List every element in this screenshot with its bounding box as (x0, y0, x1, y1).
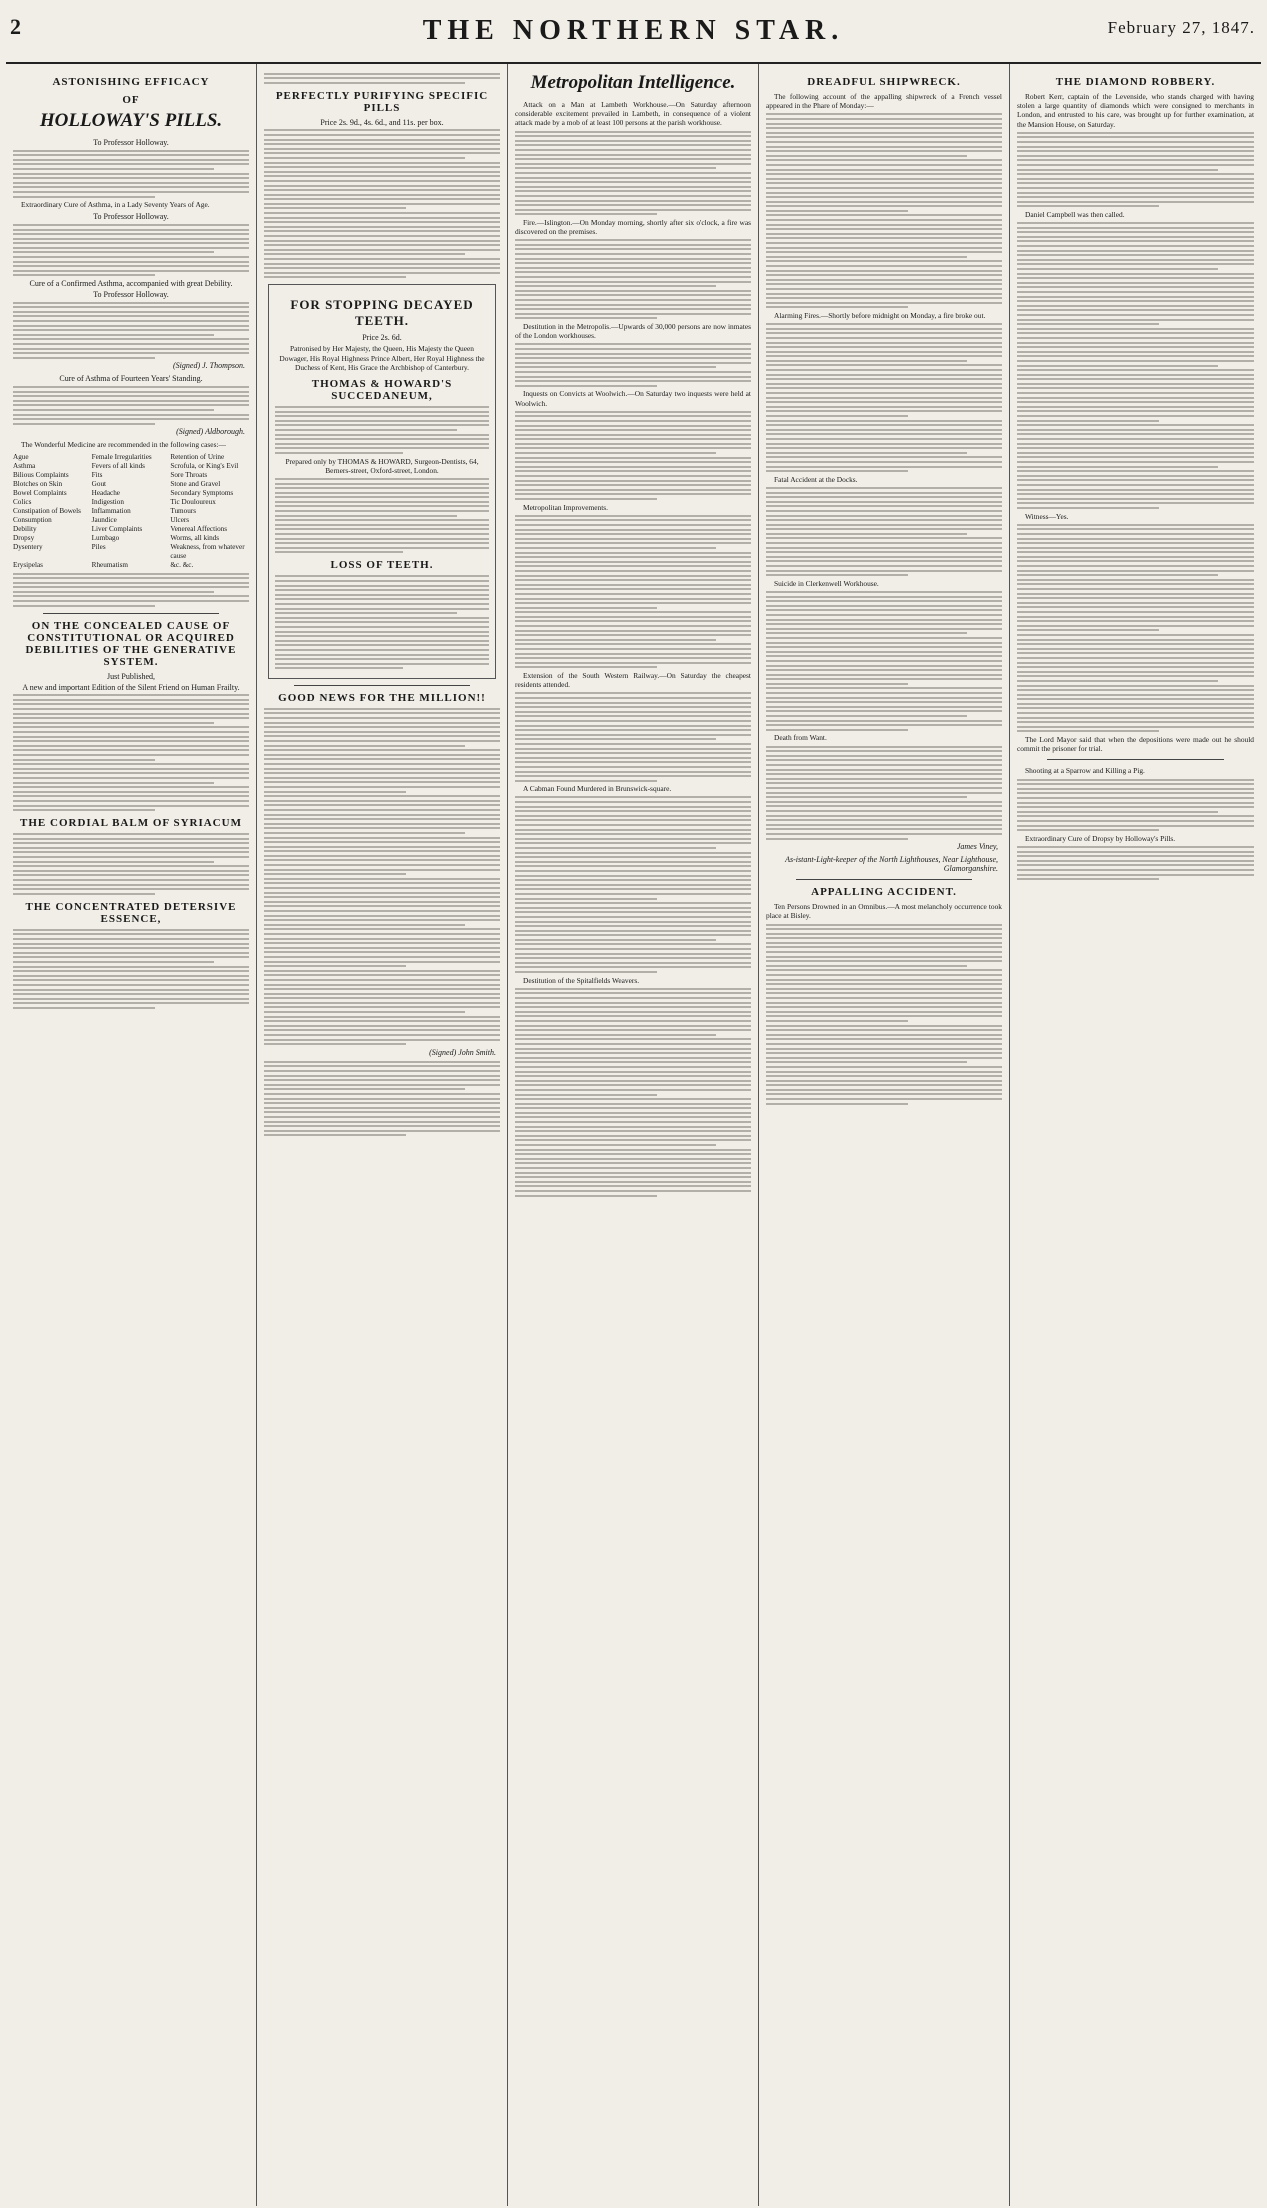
subhead-cure-asthma: Cure of a Confirmed Asthma, accompanied with great Debility. (29, 279, 233, 289)
article-docks: Fatal Accident at the Docks. (774, 474, 858, 484)
table-cell: Stone and Gravel (170, 479, 221, 488)
table-cell: Weakness, from whatever cause (170, 542, 245, 560)
table-cell: Tumours (170, 506, 197, 515)
article-destitution: Destitution in the Metropolis.—Upwards of 30,000 persons are now inmates of the London workhouses. (515, 321, 751, 341)
headline-appalling: APPALLING ACCIDENT. (811, 886, 957, 899)
text-prepared-by: Prepared only by THOMAS & HOWARD, Surgeon-Dentists, 64, Berners-street, Oxford-street, London. (285, 456, 479, 475)
table-cell: Dropsy (13, 533, 35, 542)
teeth-advert (268, 284, 496, 679)
body-text (13, 386, 249, 425)
table-cell: Female Irregularities (91, 452, 152, 461)
headline-holloways-pills: HOLLOWAY'S PILLS. (39, 110, 223, 131)
article-lambeth: Attack on a Man at Lambeth Workhouse.—On Saturday afternoon considerable excitement prevailed in Lambeth, in consequence of a violent attack made by a mob of at least 100 persons at the parish workhouse. (515, 100, 751, 128)
body-text (515, 239, 751, 319)
table-cell: Ulcers (170, 515, 190, 524)
paper-title: THE NORTHERN STAR. (422, 15, 845, 46)
article-improvements: Metropolitan Improvements. (523, 502, 608, 512)
table-cell: Piles (91, 542, 106, 551)
body-text (264, 129, 500, 278)
table-cell: Fits (91, 470, 103, 479)
article-sparrow: Shooting at a Sparrow and Killing a Pig. (1025, 766, 1145, 776)
table-cell: Secondary Symptoms (170, 488, 234, 497)
table-cell: Ague (13, 452, 29, 461)
column-4 (759, 64, 1010, 2206)
table-cell: Tic Douloureux (170, 497, 216, 506)
body-text (13, 150, 249, 198)
body-text (13, 224, 249, 277)
ailments-table (13, 453, 249, 570)
table-cell: Sore Throats (170, 470, 208, 479)
text-pills-price: Price 2s. 9d., 4s. 6d., and 11s. per box. (320, 117, 444, 127)
table-cell: Rheumatism (91, 560, 128, 569)
headline-loss-of-teeth: LOSS OF TEETH. (330, 559, 434, 572)
article-subhead: Extraordinary Cure of Asthma, in a Lady Seventy Years of Age. (21, 200, 210, 210)
body-text (275, 406, 489, 454)
table-cell: Gout (91, 479, 107, 488)
body-text (13, 929, 249, 1009)
body-text (275, 478, 489, 554)
column-3 (508, 64, 759, 2206)
body-text (515, 131, 751, 216)
table-cell: Scrofula, or King's Evil (170, 461, 239, 470)
masthead (6, 0, 1261, 64)
body-text (515, 411, 751, 500)
table-cell: Indigestion (91, 497, 124, 506)
divider (43, 613, 219, 614)
body-text (1017, 779, 1254, 832)
article-inquests: Inquests on Convicts at Woolwich.—On Saturday two inquests were held at Woolwich. (515, 389, 751, 408)
column-2 (257, 64, 508, 2206)
article-shipwreck-intro: The following account of the appalling shipwreck of a French vessel appeared in the Phare of Monday:— (766, 92, 1002, 111)
headline-cordial-balm: THE CORDIAL BALM OF SYRIACUM (20, 817, 242, 830)
issue-date: February 27, 1847. (1107, 18, 1255, 37)
table-cell: Lumbago (91, 533, 120, 542)
body-text (13, 302, 249, 359)
table-cell: Dysentery (13, 542, 43, 551)
signature-aldborough: (Signed) Aldborough. (176, 427, 245, 437)
headline-shipwreck: DREADFUL SHIPWRECK. (807, 76, 961, 88)
headline-detersive-essence: THE CONCENTRATED DETERSIVE ESSENCE, (25, 900, 237, 925)
body-text (13, 573, 249, 607)
subhead-fourteen-years: Cure of Asthma of Fourteen Years' Standing. (59, 374, 203, 384)
body-text (515, 515, 751, 669)
article-lord-mayor: The Lord Mayor said that when the depositions were made out he should commit the prisoner for trial. (1017, 735, 1254, 754)
headline-purifying-pills: PERFECTLY PURIFYING SPECIFIC PILLS (275, 89, 489, 114)
headline-metropolitan: Metropolitan Intelligence. (530, 72, 736, 93)
text-to-professor-2: To Professor Holloway. (93, 212, 169, 222)
body-text (264, 73, 500, 84)
table-cell: Constipation of Bowels (13, 506, 81, 515)
table-cell: Debility (13, 524, 37, 533)
article-campbell: Daniel Campbell was then called. (1025, 209, 1125, 219)
column-5 (1010, 64, 1261, 2206)
body-text (1017, 846, 1254, 880)
table-cell: Headache (91, 488, 120, 497)
body-text (515, 796, 751, 973)
table-cell: Worms, all kinds (170, 533, 220, 542)
article-diamond-intro: Robert Kerr, captain of the Levenside, who stands charged with having stolen a large quantity of diamonds which were consigned to merchants in London, and entrusted to his care, was brought up for further examination, at the Mansion House, on Saturday. (1017, 92, 1254, 129)
article-cabman: A Cabman Found Murdered in Brunswick-square. (523, 784, 672, 794)
body-text (1017, 524, 1254, 733)
table-cell: &c. &c. (170, 560, 194, 569)
divider (1047, 759, 1224, 760)
article-witness: Witness—Yes. (1025, 511, 1069, 521)
page-number: 2 (10, 14, 21, 39)
body-text (515, 343, 751, 386)
text-to-professor-3: To Professor Holloway. (93, 290, 169, 300)
signature-thompson: (Signed) J. Thompson. (173, 361, 245, 371)
body-text (13, 694, 249, 811)
article-alarming-fires: Alarming Fires.—Shortly before midnight on Monday, a fire broke out. (774, 310, 986, 320)
article-omnibus: Ten Persons Drowned in an Omnibus.—A most melancholy occurrence took place at Bisley. (766, 902, 1002, 921)
table-cell: Colics (13, 497, 32, 506)
table-cell: Bilious Complaints (13, 470, 69, 479)
table-cell: Bowel Complaints (13, 488, 67, 497)
headline-succedaneum: THOMAS & HOWARD'S SUCCEDANEUM, (311, 377, 453, 402)
table-cell: Blotches on Skin (13, 479, 63, 488)
article-railway: Extension of the South Western Railway.—On Saturday the cheapest residents attended. (515, 671, 751, 690)
table-cell: Jaundice (91, 515, 117, 524)
headline-concealed-cause: ON THE CONCEALED CAUSE OF CONSTITUTIONAL OR ACQUIRED DEBILITIES OF THE GENERATIVE SYSTEM. (25, 619, 237, 668)
body-text (766, 487, 1002, 576)
headline-diamond-robbery: THE DIAMOND ROBBERY. (1055, 76, 1216, 88)
body-text (275, 575, 489, 669)
divider (294, 685, 470, 686)
body-text (264, 708, 500, 1045)
body-text (766, 591, 1002, 731)
column-1 (6, 64, 257, 2206)
body-text (1017, 132, 1254, 208)
text-new-edition: A new and important Edition of the Silent Friend on Human Frailty. (22, 682, 240, 692)
article-fire-islington: Fire.—Islington.—On Monday morning, shortly after six o'clock, a fire was discovered on the premises. (515, 217, 751, 237)
body-text (515, 692, 751, 781)
headline-of: OF (122, 94, 140, 106)
body-text (515, 988, 751, 1197)
body-text (766, 113, 1002, 308)
signature-smith: (Signed) John Smith. (429, 1047, 496, 1057)
article-clerkenwell: Suicide in Clerkenwell Workhouse. (774, 578, 879, 588)
headline-astonishing-efficacy: ASTONISHING EFFICACY (52, 76, 210, 88)
text-just-published: Just Published, (106, 671, 155, 681)
table-cell: Inflammation (91, 506, 131, 515)
body-text (1017, 222, 1254, 509)
table-cell: Retention of Urine (170, 452, 225, 461)
article-spitalfields: Destitution of the Spitalfields Weavers. (523, 975, 640, 985)
table-cell: Liver Complaints (91, 524, 143, 533)
table-cell: Fevers of all kinds (91, 461, 145, 470)
article-columns (6, 64, 1261, 2206)
body-text (766, 323, 1002, 472)
body-text (264, 1061, 500, 1137)
text-teeth-price: Price 2s. 6d. (362, 333, 402, 343)
headline-stopping-teeth: FOR STOPPING DECAYED TEETH. (290, 297, 474, 329)
table-cell: Venereal Affections (170, 524, 228, 533)
article-dropsy: Extraordinary Cure of Dropsy by Holloway's Pills. (1025, 833, 1176, 843)
text-patronage: Patronised by Her Majesty, the Queen, His Majesty the Queen Dowager, His Royal Highness Prince Albert, Her Royal Highness the Duchess of Kent, His Grace the Archbishop of Canterbury. (279, 344, 485, 372)
body-text (766, 924, 1002, 1105)
divider (796, 879, 972, 880)
text-to-professor: To Professor Holloway. (93, 138, 169, 147)
table-cell: Asthma (13, 461, 36, 470)
recommended-intro: The Wonderful Medicine are recommended in the following cases:— (21, 440, 226, 450)
headline-good-news: GOOD NEWS FOR THE MILLION!! (278, 691, 486, 704)
article-want: Death from Want. (774, 733, 827, 743)
body-text (766, 746, 1002, 840)
table-cell: Erysipelas (13, 560, 43, 569)
signature-title: As-istant-Light-keeper of the North Lighthouses, Near Lighthouse, Glamorganshire. (785, 855, 998, 874)
table-cell: Consumption (13, 515, 52, 524)
signature-viney: James Viney, (956, 842, 998, 852)
body-text (13, 833, 249, 895)
